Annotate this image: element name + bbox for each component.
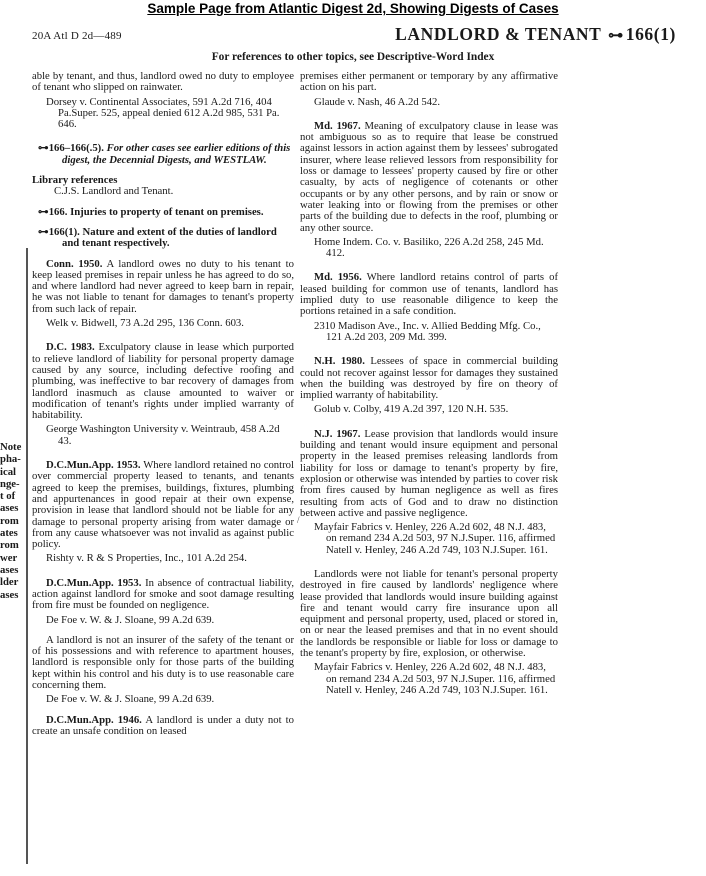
margin-note-fragment xyxy=(0,441,22,601)
margin-line: Note xyxy=(0,441,22,453)
margin-line: ates xyxy=(0,527,18,540)
margin-line: ases xyxy=(0,588,19,601)
court-year: Conn. 1950. xyxy=(46,257,103,270)
key-number-label: ⊶166. xyxy=(38,205,68,218)
court-year: D.C.Mun.App. 1953. xyxy=(46,576,142,589)
references-note: For references to other topics, see Descriptive-Word Index xyxy=(211,51,495,63)
digest-text: A landlord owes no duty to his tenant to keep leased premises in repair unless he has agreed to do so, and where landlord had never agreed to keep barn in repair, he was not liable to tenant for damages to tenant's property from such lack of repair. xyxy=(32,257,294,315)
margin-line: ical xyxy=(0,465,17,478)
digest-text: Lessees of space in commercial building could not recover against lessor for damages they sustained when the building was destroyed by fire on theory of implied warranty of habitability. xyxy=(300,355,559,402)
case-citation: De Foe v. W. & J. Sloane, 99 A.2d 639. xyxy=(46,693,215,706)
key-number-entry xyxy=(32,227,294,250)
left-column xyxy=(32,71,294,737)
court-year: N.J. 1967. xyxy=(314,427,361,440)
case-citation: De Foe v. W. & J. Sloane, 99 A.2d 639. xyxy=(46,613,215,626)
case-digest-paragraph xyxy=(300,121,558,234)
key-number-label: ⊶166(1). xyxy=(38,225,80,238)
court-year: D.C.Mun.App. 1953. xyxy=(46,459,141,472)
margin-line: rom xyxy=(0,514,19,527)
case-digest-paragraph xyxy=(32,578,294,612)
margin-mark: / xyxy=(297,515,300,525)
key-number-label: ⊶166–166(.5). xyxy=(38,142,104,155)
case-digest-paragraph xyxy=(32,715,294,738)
case-citation: Mayfair Fabrics v. Henley, 226 A.2d 602, 48 N.J. 483, on remand 234 A.2d 503, 97 N.J.Super. 116, affirmed Natell v. Henley, 246 A.2d 749, 103 N.J.Super. 161. xyxy=(314,661,556,696)
court-year: D.C. 1983. xyxy=(46,341,95,354)
case-digest-paragraph xyxy=(32,342,294,421)
key-number-icon: ⊶ xyxy=(608,28,624,44)
page-banner: Sample Page from Atlantic Digest 2d, Showing Digests of Cases xyxy=(147,1,559,16)
topic-title: LANDLORD & TENANT xyxy=(395,24,602,44)
margin-line: pha- xyxy=(0,453,21,466)
case-citation: Welk v. Bidwell, 73 A.2d 295, 136 Conn. 603. xyxy=(46,317,244,330)
case-citation: Dorsey v. Continental Associates, 591 A.2d 716, 404 Pa.Super. 525, appeal denied 612 A.2d 985, 531 Pa. 646. xyxy=(46,95,280,131)
court-year: N.H. 1980. xyxy=(314,355,365,368)
case-digest-paragraph: premises either permanent or temporary by any affirmative action on his part. xyxy=(300,70,558,94)
digest-text: Meaning of exculpatory clause in lease was not ambiguous so as to require that lease be construed against lessors in action against them by lessees' subrogated insurer, where lease relieved lessors from responsibility for loss or damage to lessees' property caused by fire or other casualty, by acts of negligence of cotenants or other occupants or by any other persons, and by rain or snow or water leaking into or flowing from the premises or other parts of the building due to defects in the roof, plumbing or any other source. xyxy=(300,119,559,234)
margin-line: wer xyxy=(0,551,18,564)
case-digest-paragraph: A landlord is not an insurer of the safety of the tenant or of his possessions and with reference to apartment houses, landlord is responsible only for those parts of the building kept within his control and his duty is to use reasonable care concerning them. xyxy=(32,633,294,692)
case-citation: Home Indem. Co. v. Basiliko, 226 A.2d 258, 245 Md. 412. xyxy=(314,235,544,260)
case-digest-paragraph: Landlords were not liable for tenant's personal property destroyed in fire caused by landlords' negligence where lease provided that landlords would insure building against fire and tenant would carry fire insurance upon all equipment and personal property, used, placed or stored in, on or near the leased premises and that in no event should the landlords be responsible or liable for loss or damage to the tenant's property by fire, explosion, or otherwise. xyxy=(300,567,558,660)
court-year: Md. 1956. xyxy=(314,271,362,284)
key-number-description: Injuries to property of tenant on premises. xyxy=(70,205,264,218)
margin-line: lder xyxy=(0,576,19,589)
case-digest-paragraph xyxy=(32,460,294,550)
digest-text: Where landlord retained no control over commercial property leased to tenants, and tenants agreed to keep the premises, buildings, fixtures, plumbing and appurtenances in good repair at their own expense, provision in lease that landlord should not be liable for any damage to personal property arising from water damage or from any cause whatsoever was not invalid as against public policy. xyxy=(32,459,294,551)
case-citation: Rishty v. R & S Properties, Inc., 101 A.2d 254. xyxy=(46,552,247,565)
case-digest-paragraph xyxy=(300,356,558,401)
case-digest-paragraph xyxy=(300,429,558,519)
margin-line: t of xyxy=(0,490,16,503)
case-citation: Golub v. Colby, 419 A.2d 397, 120 N.H. 535. xyxy=(314,403,509,416)
library-references-heading: Library references xyxy=(32,174,118,187)
key-number-description: Nature and extent of the duties of landlord and tenant respectively. xyxy=(62,225,277,250)
right-column xyxy=(300,71,558,696)
case-citation: George Washington University v. Weintraub, 458 A.2d 43. xyxy=(46,423,280,447)
key-number-entry xyxy=(32,143,294,166)
digest-text: Exculpatory clause in lease which purported to relieve landlord of liability for personal property damage caused by any source, including defective roofing and plumbing, was ineffective to bar recovery of damages from landlord inasmuch as clause amounted to waiver or modification of tenant's rights under implied warranty of habitability. xyxy=(32,341,294,422)
case-digest-paragraph xyxy=(300,272,558,317)
margin-line: ases xyxy=(0,502,19,515)
court-year: D.C.Mun.App. 1946. xyxy=(46,713,142,726)
court-year: Md. 1967. xyxy=(314,119,361,132)
digest-text: Where landlord retains control of parts of leased building for common use of tenants, landlord has implied duty to use reasonable diligence to keep the portions retained in a safe condition. xyxy=(300,271,558,318)
topic-key-number: 166(1) xyxy=(625,24,676,44)
case-citation: Mayfair Fabrics v. Henley, 226 A.2d 602, 48 N.J. 483, on remand 234 A.2d 503, 97 N.J.Super. 116, affirmed Natell v. Henley, 246 A.2d 749, 103 N.J.Super. 161. xyxy=(314,521,556,556)
case-digest-paragraph: able by tenant, and thus, landlord owed no duty to employee of tenant who slipped on rainwater. xyxy=(32,70,294,94)
topic-heading xyxy=(395,24,676,45)
margin-line: rom xyxy=(0,539,19,552)
key-number-entry xyxy=(32,207,294,218)
digest-text: In absence of contractual liability, action against landlord for smoke and soot damage resulting from fire must be founded on negligence. xyxy=(32,576,294,612)
digest-text: Lease provision that landlords would insure building and tenant would insure equipment and personal property in the leased premises releasing landlords from liability for loss or damage to tenant's property by fire, explosion or otherwise was intended by parties to cover risk from fires caused by human negligence as well as fires resulting from acts of God and to draw no distinction between active and passive negligence. xyxy=(300,427,559,519)
margin-bracket-line xyxy=(26,248,28,864)
volume-page-reference: 20A Atl D 2d—489 xyxy=(32,30,122,42)
case-citation: Glaude v. Nash, 46 A.2d 542. xyxy=(314,95,441,108)
case-citation: 2310 Madison Ave., Inc. v. Allied Bedding Mfg. Co., 121 A.2d 203, 209 Md. 399. xyxy=(314,319,541,343)
key-number-description: For other cases see earlier editions of this digest, the Decennial Digests, and WESTLAW. xyxy=(62,142,291,166)
case-digest-paragraph xyxy=(32,259,294,315)
library-reference: C.J.S. Landlord and Tenant. xyxy=(54,185,174,198)
margin-line: nge- xyxy=(0,477,20,490)
margin-line: ases xyxy=(0,563,19,576)
digest-text: A landlord is under a duty not to create an unsafe condition on leased xyxy=(32,713,294,737)
